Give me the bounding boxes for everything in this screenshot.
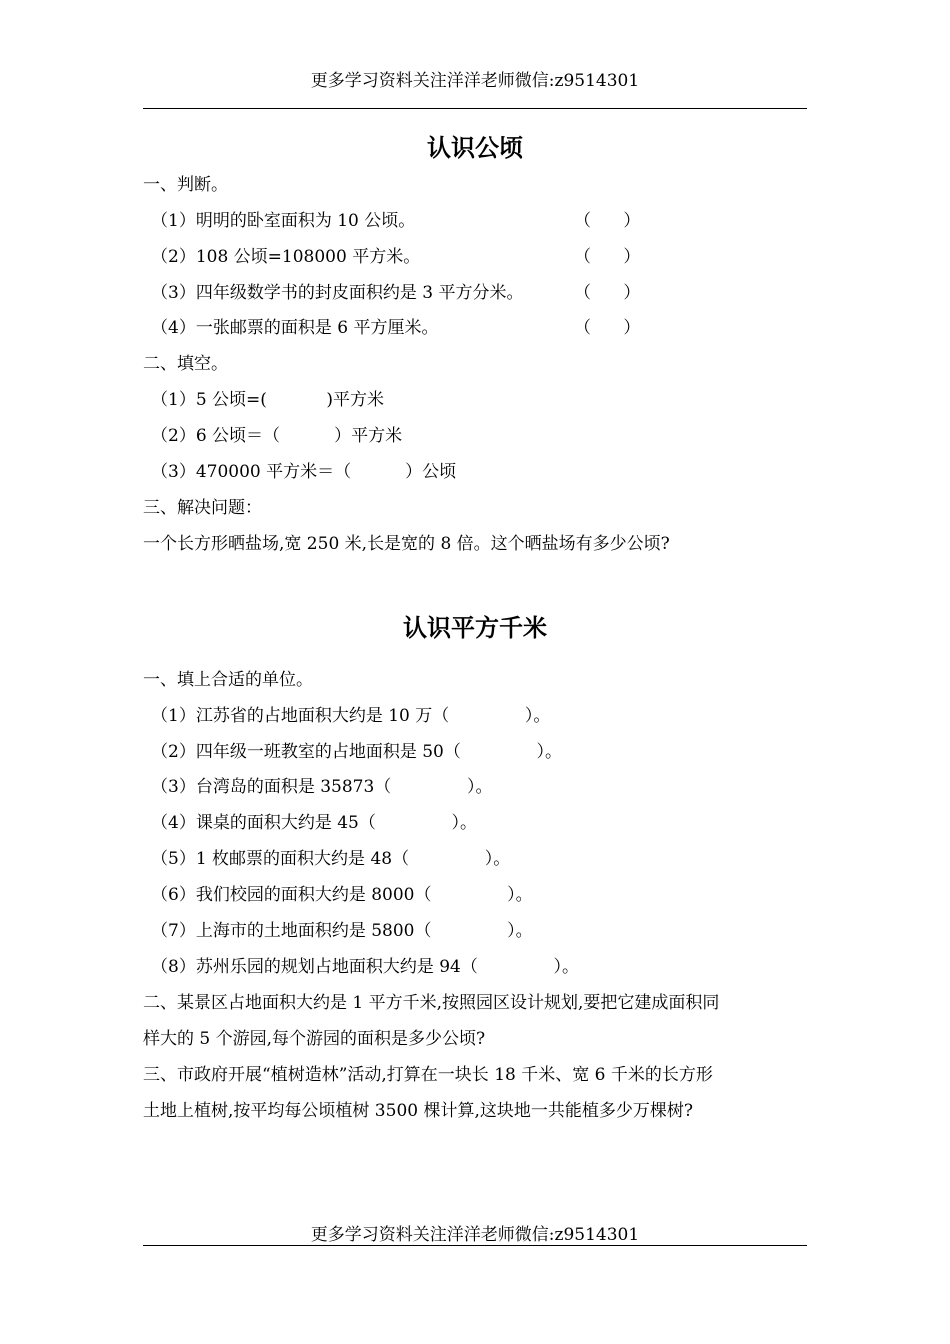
section-title-hectare: 认识公顷 [427, 134, 523, 162]
unit-item-1: （1）江苏省的占地面积大约是 10 万（ ）。 [151, 706, 551, 726]
footer-rule [143, 1245, 807, 1246]
unit-item-5: （5）1 枚邮票的面积大约是 48（ ）。 [151, 849, 511, 869]
header-rule [143, 108, 807, 109]
page-header: 更多学习资料关注洋洋老师微信:z9514301 [310, 71, 640, 91]
tree-problem-line-1: 三、市政府开展“植树造林”活动,打算在一块长 18 千米、宽 6 千米的长方形 [143, 1065, 713, 1085]
judge-answer-blank-3: （ ） [574, 283, 641, 303]
problem-text: 一个长方形晒盐场,宽 250 米,长是宽的 8 倍。这个晒盐场有多少公顷? [143, 534, 670, 554]
unit-item-7: （7）上海市的土地面积约是 5800（ ）。 [151, 921, 533, 941]
page-footer: 更多学习资料关注洋洋老师微信:z9514301 [310, 1225, 640, 1245]
judge-item-3: （3）四年级数学书的封皮面积约是 3 平方分米。 [151, 283, 524, 303]
park-problem-line-1: 二、某景区占地面积大约是 1 平方千米,按照园区设计规划,要把它建成面积同 [143, 993, 720, 1013]
judge-heading: 一、判断。 [143, 175, 228, 195]
unit-item-8: （8）苏州乐园的规划占地面积大约是 94（ ）。 [151, 957, 580, 977]
fill-item-1: （1）5 公顷=( )平方米 [151, 390, 384, 410]
fill-item-2: （2）6 公顷＝（ ）平方米 [151, 426, 403, 446]
unit-item-2: （2）四年级一班教室的占地面积是 50（ ）。 [151, 742, 563, 762]
judge-answer-blank-4: （ ） [574, 318, 641, 338]
unit-item-4: （4）课桌的面积大约是 45（ ）。 [151, 813, 478, 833]
unit-item-6: （6）我们校园的面积大约是 8000（ ）。 [151, 885, 533, 905]
judge-answer-blank-1: （ ） [574, 211, 641, 231]
park-problem-line-2: 样大的 5 个游园,每个游园的面积是多少公顷? [143, 1029, 486, 1049]
problem-heading: 三、解决问题： [143, 498, 262, 518]
judge-item-4: （4）一张邮票的面积是 6 平方厘米。 [151, 318, 439, 338]
judge-item-2: （2）108 公顷=108000 平方米。 [151, 247, 421, 267]
judge-item-1: （1）明明的卧室面积为 10 公顷。 [151, 211, 416, 231]
unit-heading: 一、填上合适的单位。 [143, 670, 313, 690]
tree-problem-line-2: 土地上植树,按平均每公顷植树 3500 棵计算,这块地一共能植多少万棵树? [143, 1101, 693, 1121]
section-title-sq-km: 认识平方千米 [403, 614, 547, 642]
fill-heading: 二、填空。 [143, 354, 228, 374]
fill-item-3: （3）470000 平方米＝（ ）公顷 [151, 462, 457, 482]
judge-answer-blank-2: （ ） [574, 247, 641, 267]
unit-item-3: （3）台湾岛的面积是 35873（ ）。 [151, 777, 493, 797]
